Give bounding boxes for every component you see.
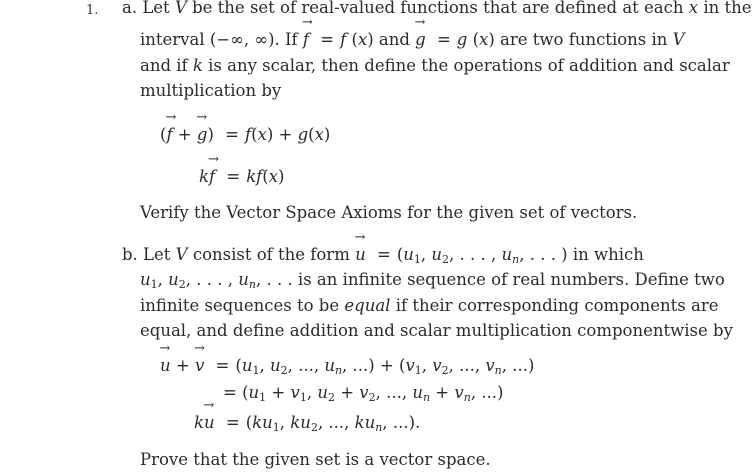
part-a-line-4: multiplication by — [140, 81, 282, 100]
part-a-equation-sum: (→ f + → g) = f(x) + g(x) — [160, 124, 330, 146]
part-a-line-3: and if k is any scalar, then define the operations of addition and scalar — [140, 56, 730, 75]
part-b-equation-sum: → u + → $v = (u_1$, $u_2$, ..., un, ...) + ($v_1$, $v_2$, ..., vn, ...) — [160, 355, 534, 382]
part-a-label: a. — [122, 0, 138, 17]
part-b-line-1: b. Let V consist of the form → $u = (u_1$, $u_2$, . . . , un, . . . ) in which — [122, 244, 644, 271]
part-b-line-2: $u_1$, $u_2$, . . . , un, . . . is an infinite sequence of real numbers. Define two — [140, 270, 725, 291]
part-b-equation-scalar: $k\to u = (ku_1$, $ku_2$, ..., kun, ...). — [194, 412, 420, 439]
part-b-equation-componentwise: = ($u_1 + v_1$, $u_2 + v_2$, ..., un + vn, ...) — [223, 383, 504, 404]
part-b-line-4: equal, and define addition and scalar multiplication componentwise by — [140, 321, 733, 340]
problem-number: 1. — [86, 3, 99, 18]
part-a-line-2: interval (−∞, ∞). If → f = f (x) and → g = g (x) are two functions in V — [140, 29, 685, 51]
part-b-label: b. — [122, 245, 138, 264]
part-b-instruction: Prove that the given set is a vector space. — [140, 450, 491, 469]
part-a-instruction: Verify the Vector Space Axioms for the given set of vectors. — [140, 203, 638, 222]
part-a-line-1: a. Let V be the set of real-valued functions that are defined at each x in the — [122, 0, 752, 17]
part-a-equation-scalar: k→ f = kf(x) — [199, 166, 284, 188]
part-b-line-3: infinite sequences to be equal if their corresponding components are — [140, 296, 719, 315]
